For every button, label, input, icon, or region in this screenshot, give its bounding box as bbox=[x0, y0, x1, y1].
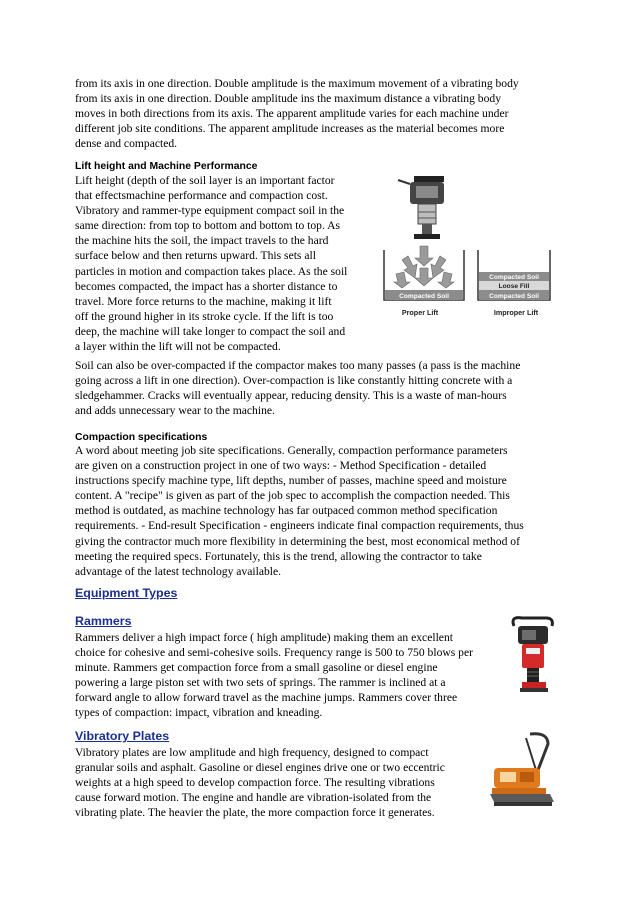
text-line: and adds unnecessary wear to the machine. bbox=[75, 404, 275, 418]
text-line: particles in motion and compaction takes place. As the soil bbox=[75, 264, 348, 278]
text-line: Rammers deliver a high impact force ( high amplitude) making them an excellent bbox=[75, 631, 453, 644]
text-line: Lift height (depth of the soil layer is an important factor bbox=[75, 174, 335, 187]
text-line: Soil can also be over-compacted if the compactor makes too many passes (a pass is the machine bbox=[75, 359, 521, 372]
text-line: instructions specify machine type, lift depths, number of passes, machine speed and moisture bbox=[75, 474, 507, 488]
arrow-icon bbox=[394, 246, 454, 288]
vibratory-plates-paragraph bbox=[75, 745, 445, 820]
text-line: Vibratory and rammer-type equipment compact soil in the bbox=[75, 204, 345, 218]
text-line: a layer within the lift will not be compacted. bbox=[75, 340, 281, 354]
text-line: Vibratory plates are low amplitude and high frequency, designed to compact bbox=[75, 746, 429, 759]
text-line: off the ground higher in its stroke cycle. If the lift is too bbox=[75, 309, 334, 323]
text-line: choice for cohesive and semi-cohesive soils. Frequency range is 500 to 750 blows per bbox=[75, 646, 473, 660]
text-line: the machine hits the soil, the impact travels to the hard bbox=[75, 234, 329, 248]
text-line: forward angle to allow forward travel as the machine jumps. Rammers cover three bbox=[75, 691, 458, 705]
improper-layer-label: Compacted Soil bbox=[489, 293, 539, 300]
improper-lift-box bbox=[478, 250, 550, 300]
text-line: from its axis in one direction. Double amplitude ins the maximum distance a vibrating body bbox=[75, 92, 501, 106]
over-compaction-paragraph bbox=[75, 358, 520, 418]
vibratory-plate-photo bbox=[488, 730, 560, 810]
rammers-paragraph bbox=[75, 630, 473, 721]
compaction-specs-paragraph bbox=[75, 443, 524, 579]
text-line: content. A "recipe" is given as part of the job spec to accomplish the compaction needed. This bbox=[75, 489, 510, 503]
equipment-types-heading: Equipment Types bbox=[75, 586, 178, 600]
text-line: meeting the required specs. Fortunately, this is the trend, allowing the contractor to take bbox=[75, 549, 482, 563]
text-line: cause forward motion. The engine and handle are vibration-isolated from the bbox=[75, 791, 432, 805]
text-line: travel. More force returns to the machine, making it lift bbox=[75, 294, 332, 308]
text-line: dense and compacted. bbox=[75, 137, 178, 151]
lift-diagram bbox=[380, 168, 552, 320]
lift-height-paragraph bbox=[75, 173, 347, 354]
text-line: different job site conditions. The apparent amplitude increases as the material becomes more bbox=[75, 122, 505, 136]
text-line: from its axis in one direction. Double amplitude is the maximum movement of a vibrating body bbox=[75, 77, 519, 90]
proper-layer-label: Compacted Soil bbox=[399, 293, 449, 300]
lift-height-heading: Lift height and Machine Performance bbox=[75, 161, 258, 172]
text-line: surface below and then returns upward. This sets all bbox=[75, 249, 316, 263]
compaction-specs-heading: Compaction specifications bbox=[75, 432, 208, 443]
proper-lift-label: Proper Lift bbox=[401, 308, 439, 317]
text-line: giving the contractor much more flexibility in determining the best, most economical method of bbox=[75, 534, 520, 548]
vibratory-plates-heading: Vibratory Plates bbox=[75, 729, 170, 743]
improper-layer-label: Loose Fill bbox=[498, 283, 530, 290]
improper-layer-label: Compacted Soil bbox=[489, 274, 539, 281]
text-line: that effectsmachine performance and compaction cost. bbox=[75, 189, 328, 203]
text-line: moves in both directions from its axis. The apparent amplitude varies for each machine under bbox=[75, 107, 509, 121]
proper-lift-box bbox=[384, 246, 464, 300]
text-line: becomes compacted, the impact has a shorter distance to bbox=[75, 279, 338, 293]
text-line: vibrating plate. The heavier the plate, the more compaction force it generates. bbox=[75, 806, 435, 820]
text-line: deep, the machine will take longer to compact the soil and bbox=[75, 324, 346, 338]
text-line: same direction: from top to bottom and bottom to top. As bbox=[75, 219, 341, 233]
text-line: weights at a high speed to develop compaction force. The resulting vibrations bbox=[75, 776, 435, 790]
intro-paragraph bbox=[75, 76, 519, 151]
rammers-heading: Rammers bbox=[75, 614, 132, 628]
text-line: granular soils and asphalt. Gasoline or diesel engines drive one or two eccentric bbox=[75, 761, 445, 775]
text-line: advantage of the latest technology available. bbox=[75, 564, 282, 578]
text-line: going across a lift in one direction). Over-compaction is like constantly hitting concrete with a bbox=[75, 374, 513, 388]
rammer-photo bbox=[508, 612, 558, 696]
text-line: method is outdated, as machine technology has far outpaced common method specification bbox=[75, 504, 498, 518]
text-line: types of compaction: impact, vibration and kneading. bbox=[75, 706, 323, 720]
rammer-machine-illustration bbox=[398, 176, 444, 239]
text-line: are given on a construction project in one of two ways: - Method Specification - detailed bbox=[75, 459, 487, 473]
text-line: sledgehammer. Cracks will eventually appear, reducing density. This is a waste of man-hours bbox=[75, 389, 507, 403]
improper-lift-label: Improper Lift bbox=[493, 308, 539, 317]
text-line: requirements. - End-result Specification - engineers indicate final compaction requirements, thus bbox=[75, 519, 524, 533]
text-line: minute. Rammers get compaction force from a small gasoline or diesel engine bbox=[75, 661, 438, 675]
text-line: powering a large piston set with two sets of springs. The rammer is inclined at a bbox=[75, 676, 446, 690]
text-line: A word about meeting job site specifications. Generally, compaction performance parameters bbox=[75, 444, 508, 457]
